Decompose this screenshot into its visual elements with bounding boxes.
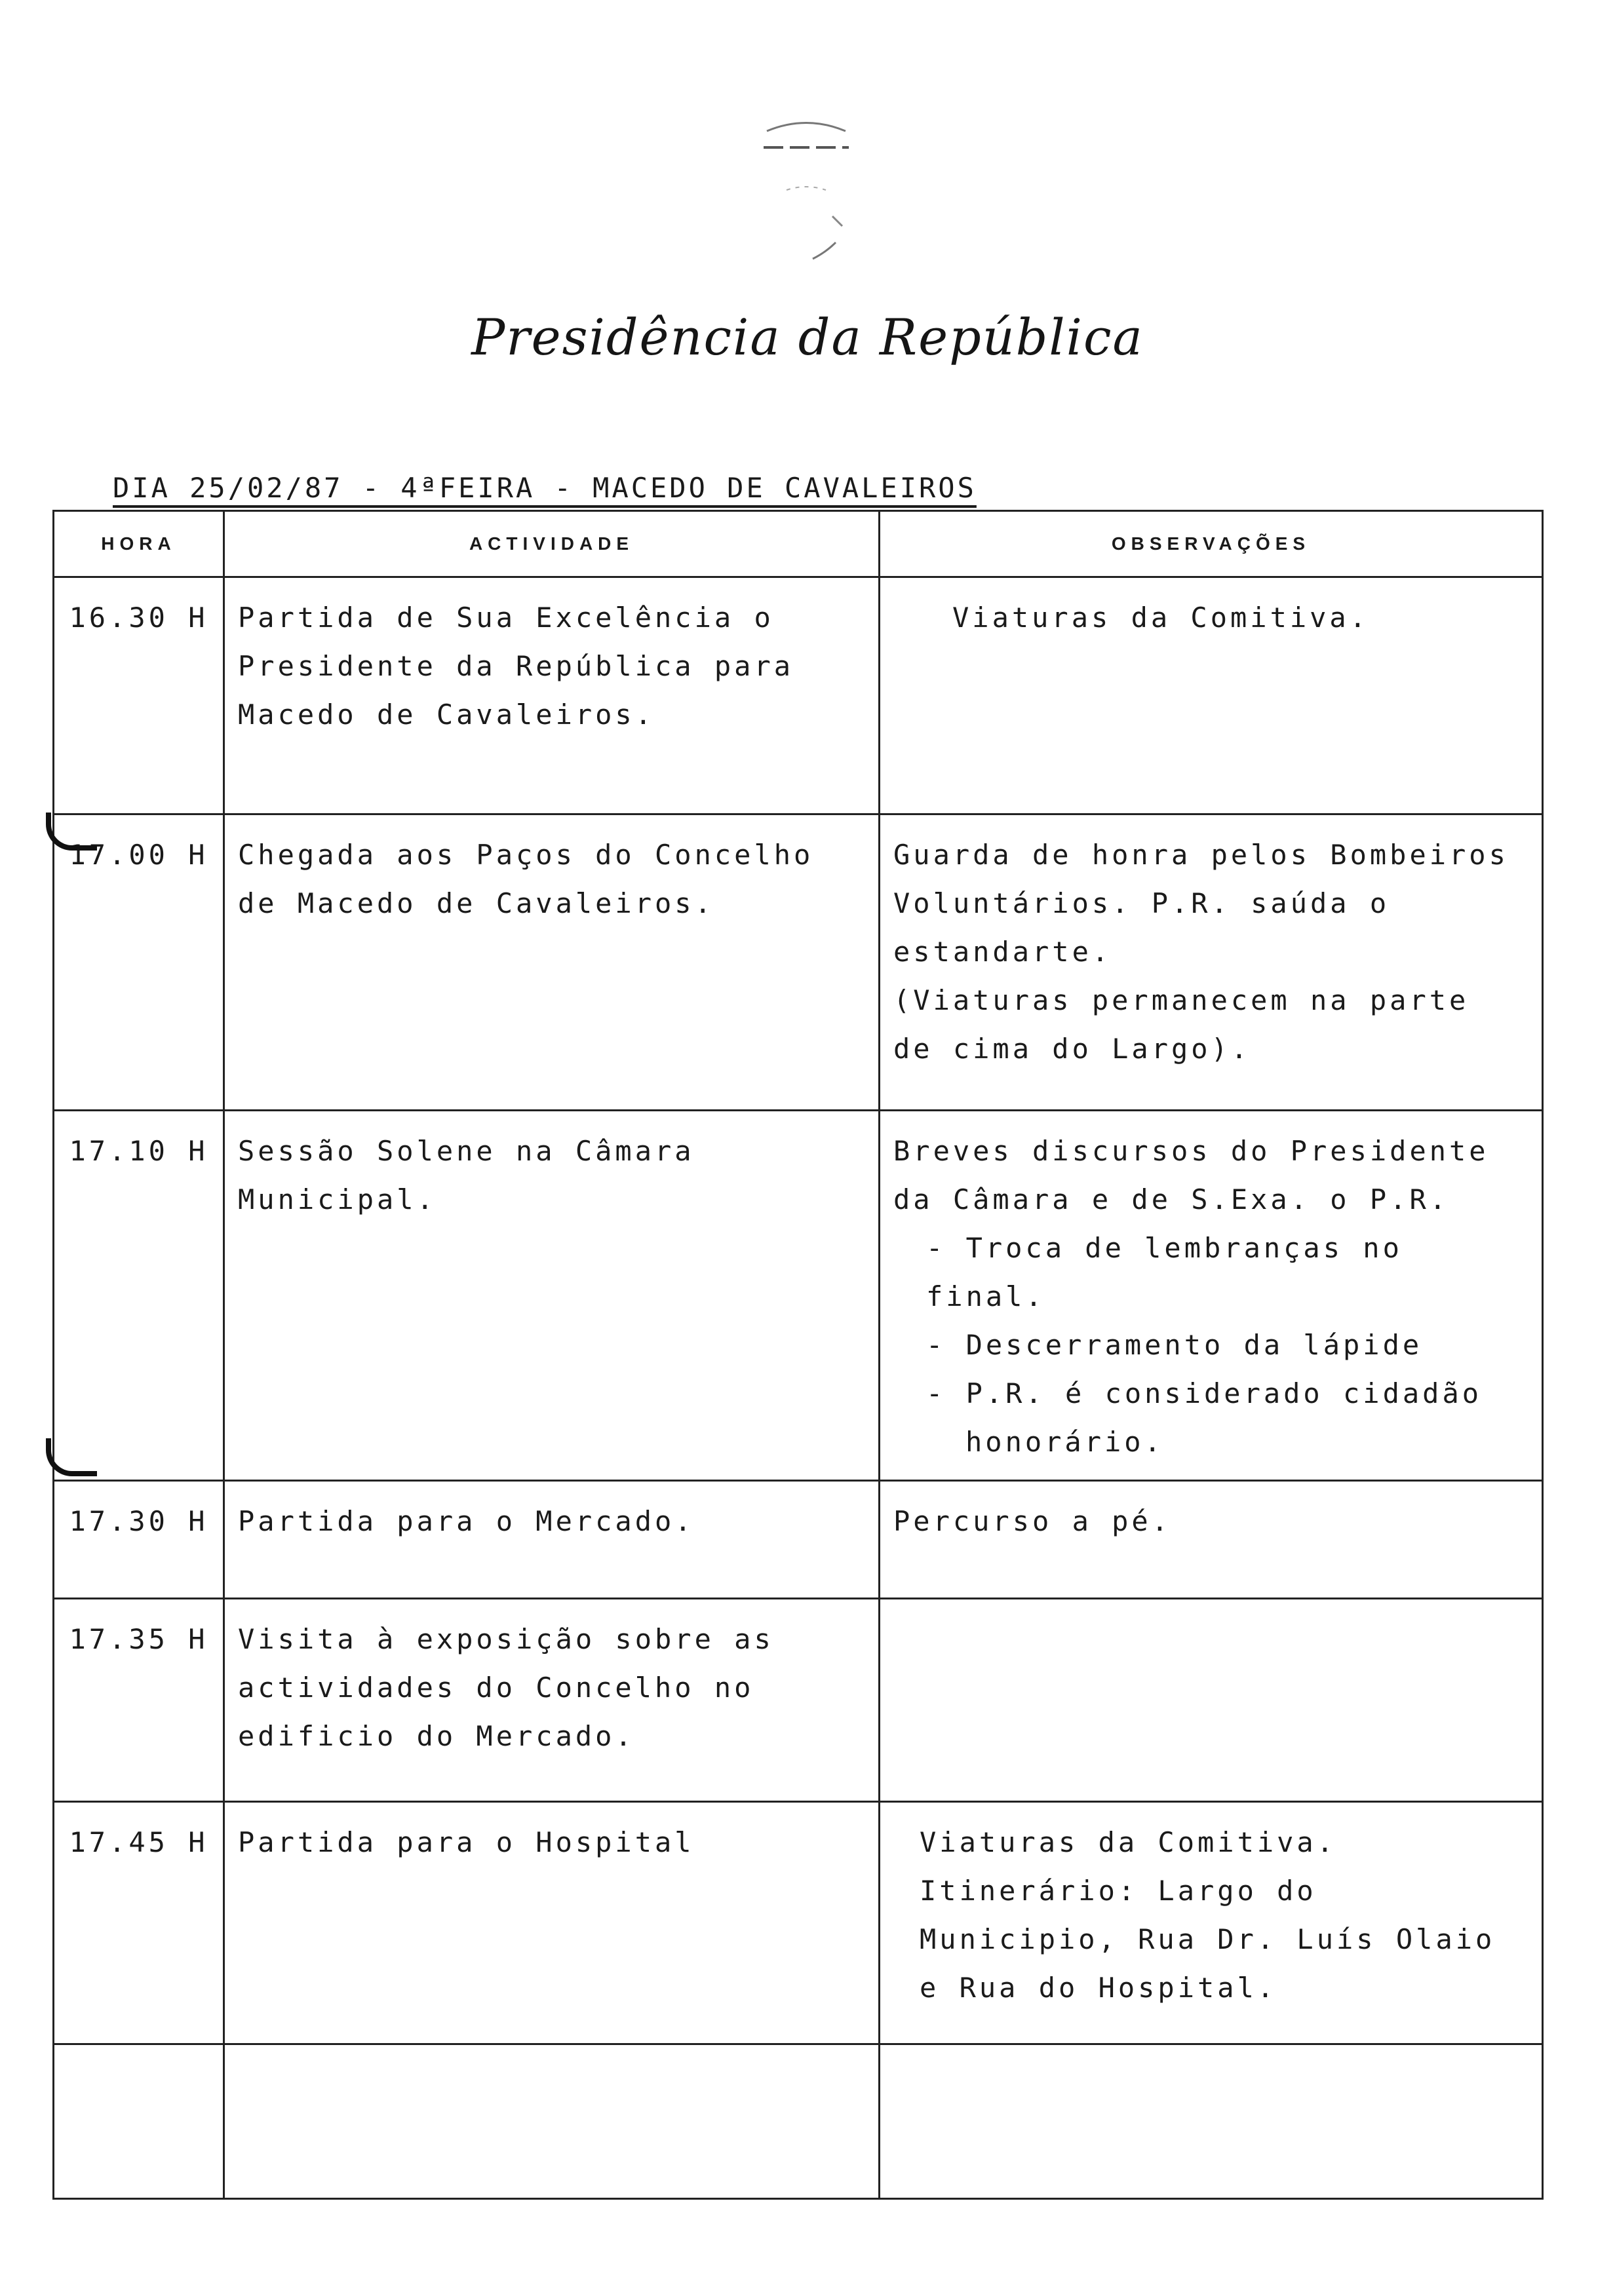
row-time: 17.00 H bbox=[54, 814, 224, 1111]
coat-of-arms-emblem bbox=[741, 111, 872, 269]
row-activity bbox=[224, 2044, 880, 2199]
table-row bbox=[54, 1599, 1543, 1802]
row-activity: Partida para o Mercado. bbox=[224, 1481, 880, 1599]
observation-line: honorário. bbox=[965, 1426, 1164, 1458]
letterhead-title: Presidência da República bbox=[471, 308, 1144, 366]
table-header-row bbox=[54, 511, 1543, 577]
table-row bbox=[54, 814, 1543, 1111]
row-time bbox=[54, 2044, 224, 2199]
row-observations bbox=[880, 1111, 1543, 1481]
row-observations bbox=[880, 1481, 1543, 1599]
header-observacoes: OBSERVAÇÕES bbox=[880, 511, 1543, 577]
observation-line: Percurso a pé. bbox=[893, 1505, 1172, 1537]
observation-line: Breves discursos do Presidente da Câmara e de S.Exa. o P.R. bbox=[893, 1135, 1489, 1215]
row-time: 17.30 H bbox=[54, 1481, 224, 1599]
observation-line: Itinerário: Largo do Municipio, Rua Dr. Luís Olaio e Rua do Hospital. bbox=[920, 1875, 1496, 2004]
day-header: DIA 25/02/87 - 4ªFEIRA - MACEDO DE CAVALEIROS bbox=[113, 472, 977, 504]
row-activity: Partida de Sua Excelência o Presidente da República para Macedo de Cavaleiros. bbox=[224, 577, 880, 814]
row-activity: Partida para o Hospital bbox=[224, 1802, 880, 2044]
row-observations bbox=[880, 1599, 1543, 1802]
row-activity: Chegada aos Paços do Concelho de Macedo de Cavaleiros. bbox=[224, 814, 880, 1111]
row-time: 17.10 H bbox=[54, 1111, 224, 1481]
row-activity: Sessão Solene na Câmara Municipal. bbox=[224, 1111, 880, 1481]
table-row bbox=[54, 577, 1543, 814]
observation-line: (Viaturas permanecem na parte de cima do Largo). bbox=[893, 984, 1469, 1065]
observation-line: Guarda de honra pelos Bombeiros Voluntários. P.R. saúda o estandarte. bbox=[893, 839, 1509, 968]
header-hora: HORA bbox=[54, 511, 224, 577]
row-observations bbox=[880, 577, 1543, 814]
row-time: 16.30 H bbox=[54, 577, 224, 814]
table-row bbox=[54, 1111, 1543, 1481]
observation-line: - Troca de lembranças no final. bbox=[926, 1232, 1403, 1312]
row-time: 17.45 H bbox=[54, 1802, 224, 2044]
row-activity: Visita à exposição sobre as actividades do Concelho no edificio do Mercado. bbox=[224, 1599, 880, 1802]
row-observations bbox=[880, 2044, 1543, 2199]
row-observations bbox=[880, 1802, 1543, 2044]
observation-line: Viaturas da Comitiva. bbox=[952, 602, 1370, 634]
observation-line: - Descerramento da lápide bbox=[926, 1329, 1423, 1361]
observation-line: - P.R. é considerado cidadão bbox=[926, 1377, 1483, 1409]
observation-line: Viaturas da Comitiva. bbox=[920, 1826, 1337, 1858]
table-row bbox=[54, 2044, 1543, 2199]
table-row bbox=[54, 1802, 1543, 2044]
row-observations bbox=[880, 814, 1543, 1111]
header-actividade: ACTIVIDADE bbox=[224, 511, 880, 577]
row-time: 17.35 H bbox=[54, 1599, 224, 1802]
schedule-table bbox=[52, 510, 1544, 2200]
table-row bbox=[54, 1481, 1543, 1599]
